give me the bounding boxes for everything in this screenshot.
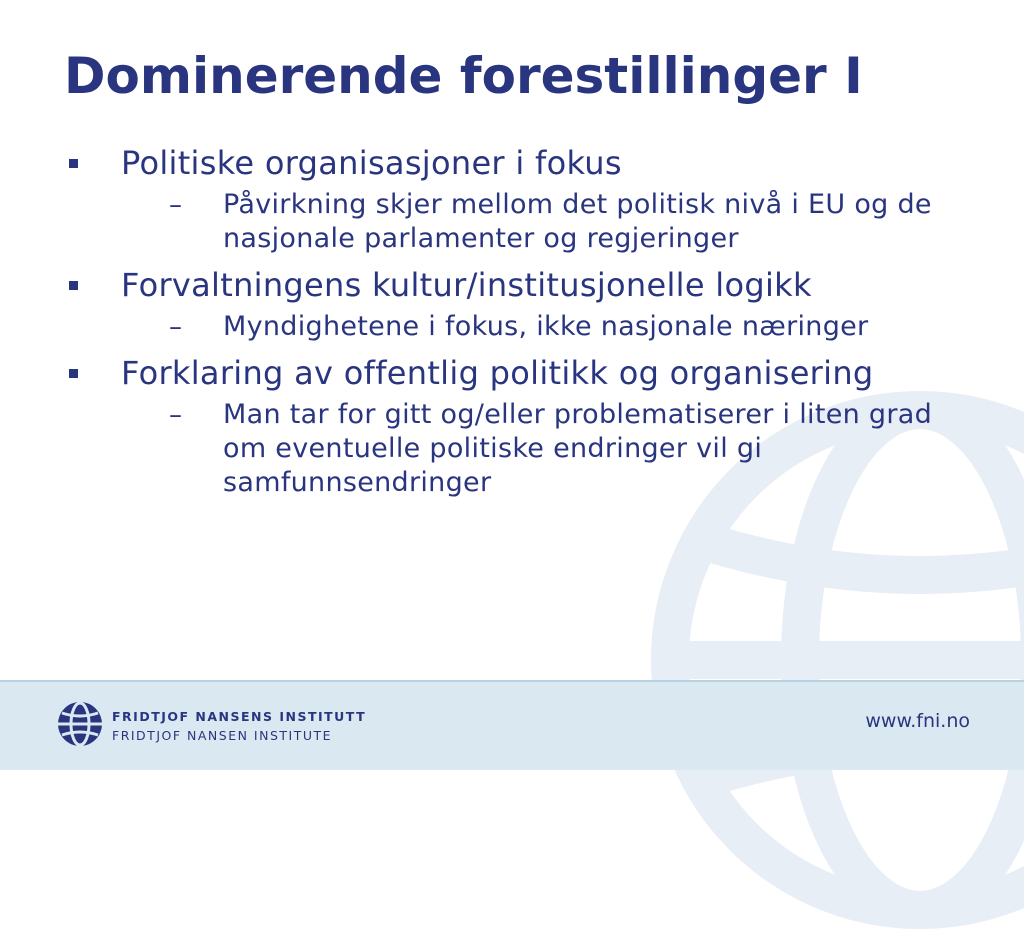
institute-name-english: FRIDTJOF NANSEN INSTITUTE bbox=[112, 728, 333, 743]
bullet-text: Forvaltningens kultur/institusjonelle logikk bbox=[121, 266, 812, 304]
sub-bullet-item bbox=[121, 398, 984, 500]
dash-marker: – bbox=[169, 400, 182, 430]
footer-bar bbox=[0, 680, 1024, 770]
sub-bullet-item bbox=[121, 310, 984, 344]
square-bullet-icon bbox=[69, 369, 78, 378]
bullet-text: Forklaring av offentlig politikk og organisering bbox=[121, 354, 874, 392]
bullet-item bbox=[64, 144, 984, 256]
bullet-list bbox=[64, 144, 984, 500]
sub-bullet-text: Man tar for gitt og/eller problematiserer i liten grad om eventuelle politiske endringer vil gi samfunnsendringer bbox=[223, 399, 933, 498]
dash-marker: – bbox=[169, 190, 182, 220]
website-link[interactable]: www.fni.no bbox=[865, 710, 970, 732]
institute-name-norwegian: FRIDTJOF NANSENS INSTITUTT bbox=[112, 709, 367, 724]
bullet-text: Politiske organisasjoner i fokus bbox=[121, 144, 622, 182]
square-bullet-icon bbox=[69, 281, 78, 290]
slide-title: Dominerende forestillinger I bbox=[64, 47, 863, 105]
dash-marker: – bbox=[169, 312, 182, 342]
bullet-item bbox=[64, 354, 984, 500]
sub-bullet-text: Påvirkning skjer mellom det politisk nivå i EU og de nasjonale parlamenter og regjeringer bbox=[223, 189, 932, 254]
sub-bullet-item bbox=[121, 188, 984, 256]
sub-bullet-text: Myndighetene i fokus, ikke nasjonale næringer bbox=[223, 311, 869, 342]
square-bullet-icon bbox=[69, 159, 78, 168]
bullet-item bbox=[64, 266, 984, 344]
fni-globe-logo-icon bbox=[56, 700, 104, 748]
